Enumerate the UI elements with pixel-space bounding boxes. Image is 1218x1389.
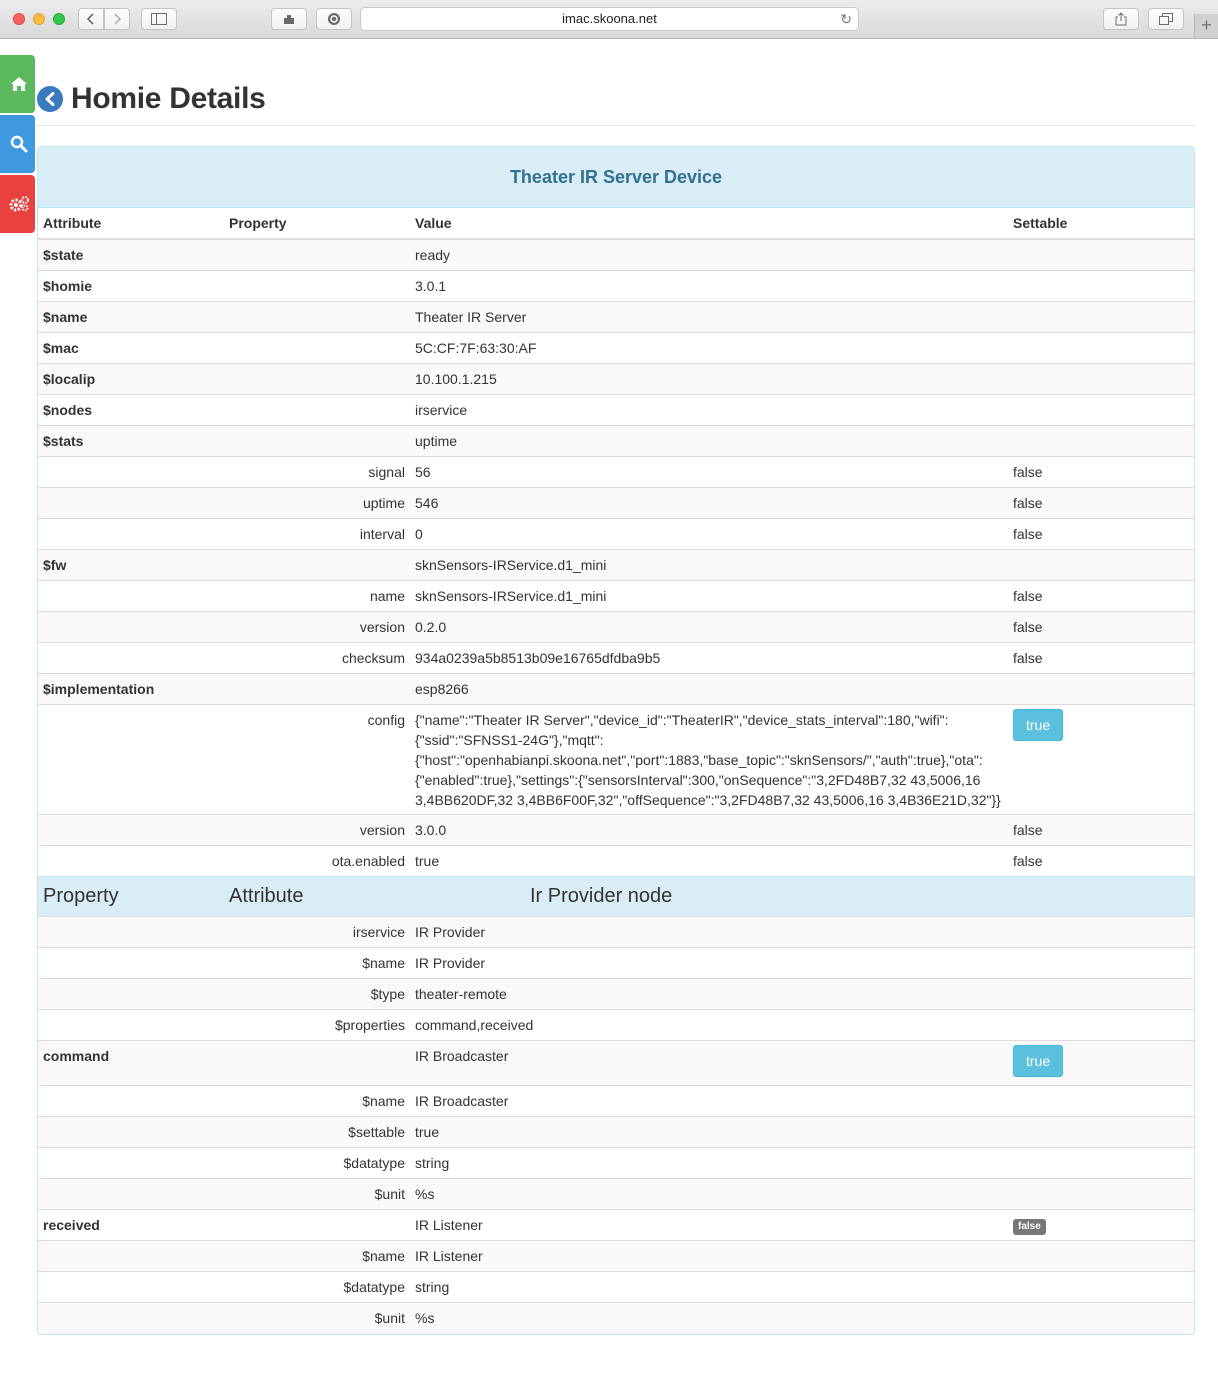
table-row xyxy=(38,916,1194,947)
property-cell xyxy=(224,239,410,270)
sidebar-toggle-button[interactable] xyxy=(141,8,177,30)
value-cell: 546 xyxy=(410,487,1008,518)
tabs-overview-button[interactable] xyxy=(1148,8,1184,30)
value-cell: string xyxy=(410,1147,1008,1178)
property-cell: ota.enabled xyxy=(224,845,410,876)
property-cell: uptime xyxy=(224,487,410,518)
title-divider xyxy=(37,125,1195,126)
section-label-property: Property xyxy=(38,876,224,916)
attribute-cell: received xyxy=(38,1209,224,1240)
table-row xyxy=(38,1240,1194,1271)
attribute-cell xyxy=(38,947,224,978)
settable-cell xyxy=(1008,1085,1194,1116)
back-circle-icon[interactable] xyxy=(37,86,63,112)
property-cell: $datatype xyxy=(224,1271,410,1302)
details-table xyxy=(38,208,1194,1333)
value-cell: IR Provider xyxy=(410,916,1008,947)
property-cell: $datatype xyxy=(224,1147,410,1178)
property-cell: config xyxy=(224,704,410,814)
browser-toolbar xyxy=(0,0,1218,39)
value-cell: irservice xyxy=(410,394,1008,425)
address-bar[interactable] xyxy=(360,7,859,31)
settable-cell xyxy=(1008,947,1194,978)
property-cell: version xyxy=(224,814,410,845)
property-cell xyxy=(224,1209,410,1240)
attribute-cell xyxy=(38,1178,224,1209)
table-row xyxy=(38,1271,1194,1302)
attribute-cell xyxy=(38,1302,224,1333)
property-cell: $unit xyxy=(224,1302,410,1333)
attribute-cell xyxy=(38,1085,224,1116)
value-cell: ready xyxy=(410,239,1008,270)
value-cell: 56 xyxy=(410,456,1008,487)
property-cell: $type xyxy=(224,978,410,1009)
attribute-cell xyxy=(38,580,224,611)
settable-cell: false xyxy=(1008,456,1194,487)
attribute-cell xyxy=(38,814,224,845)
table-row xyxy=(38,978,1194,1009)
value-cell: 3.0.1 xyxy=(410,270,1008,301)
property-cell: $name xyxy=(224,1240,410,1271)
table-row xyxy=(38,642,1194,673)
property-cell xyxy=(224,425,410,456)
attribute-cell xyxy=(38,845,224,876)
column-header: Value xyxy=(410,208,1008,239)
settable-cell xyxy=(1008,1040,1194,1085)
value-cell: IR Provider xyxy=(410,947,1008,978)
settable-cell xyxy=(1008,270,1194,301)
settable-cell xyxy=(1008,1209,1194,1240)
table-row xyxy=(38,1302,1194,1333)
property-cell: checksum xyxy=(224,642,410,673)
attribute-cell: $mac xyxy=(38,332,224,363)
settable-cell: false xyxy=(1008,518,1194,549)
tabs-icon xyxy=(1159,13,1173,25)
table-row xyxy=(38,394,1194,425)
search-icon xyxy=(10,135,28,153)
settable-cell xyxy=(1008,239,1194,270)
minimize-window-button[interactable] xyxy=(33,13,45,25)
attribute-cell: $stats xyxy=(38,425,224,456)
settable-cell xyxy=(1008,332,1194,363)
table-row xyxy=(38,487,1194,518)
table-row xyxy=(38,814,1194,845)
table-row xyxy=(38,1178,1194,1209)
settable-cell xyxy=(1008,301,1194,332)
property-cell xyxy=(224,363,410,394)
value-cell: sknSensors-IRService.d1_mini xyxy=(410,549,1008,580)
table-row xyxy=(38,549,1194,580)
settable-cell xyxy=(1008,704,1194,814)
settable-true-button[interactable]: true xyxy=(1013,1045,1063,1077)
value-cell: 0 xyxy=(410,518,1008,549)
attribute-cell: $fw xyxy=(38,549,224,580)
section-label-attribute: Attribute xyxy=(224,876,410,916)
share-button[interactable] xyxy=(1103,8,1139,30)
attribute-cell: $name xyxy=(38,301,224,332)
value-cell: true xyxy=(410,845,1008,876)
attribute-cell xyxy=(38,518,224,549)
extension-icon xyxy=(282,12,296,26)
section-title: Ir Provider node xyxy=(410,876,1194,916)
settable-cell xyxy=(1008,916,1194,947)
property-cell: interval xyxy=(224,518,410,549)
value-cell: 934a0239a5b8513b09e16765dfdba9b5 xyxy=(410,642,1008,673)
settable-cell xyxy=(1008,1271,1194,1302)
reload-icon[interactable]: ↻ xyxy=(840,11,852,27)
attribute-cell xyxy=(38,704,224,814)
page-header xyxy=(37,82,266,116)
settable-cell xyxy=(1008,978,1194,1009)
table-row xyxy=(38,1040,1194,1085)
attribute-cell: command xyxy=(38,1040,224,1085)
table-row xyxy=(38,1009,1194,1040)
home-tab[interactable] xyxy=(0,55,35,113)
table-row xyxy=(38,673,1194,704)
table-row xyxy=(38,270,1194,301)
settable-cell xyxy=(1008,425,1194,456)
value-cell: Theater IR Server xyxy=(410,301,1008,332)
extension-button-2[interactable] xyxy=(316,8,352,30)
value-cell: 3.0.0 xyxy=(410,814,1008,845)
share-icon xyxy=(1115,12,1127,26)
value-cell: sknSensors-IRService.d1_mini xyxy=(410,580,1008,611)
device-panel xyxy=(37,146,1195,1335)
settings-tab[interactable] xyxy=(0,175,35,233)
attribute-cell: $state xyxy=(38,239,224,270)
property-cell: $unit xyxy=(224,1178,410,1209)
property-cell: $name xyxy=(224,1085,410,1116)
settable-cell xyxy=(1008,1178,1194,1209)
table-row xyxy=(38,1209,1194,1240)
value-cell: esp8266 xyxy=(410,673,1008,704)
attribute-cell xyxy=(38,1147,224,1178)
table-row xyxy=(38,456,1194,487)
property-cell xyxy=(224,549,410,580)
attribute-cell xyxy=(38,456,224,487)
property-cell xyxy=(224,270,410,301)
page-title: Homie Details xyxy=(71,82,266,115)
attribute-cell xyxy=(38,1009,224,1040)
value-cell: true xyxy=(410,1116,1008,1147)
refresh-circle-icon xyxy=(327,12,341,26)
settable-cell xyxy=(1008,549,1194,580)
zoom-window-button[interactable] xyxy=(53,13,65,25)
home-icon xyxy=(10,76,28,92)
column-header: Attribute xyxy=(38,208,224,239)
gears-icon xyxy=(8,195,30,213)
url-text: imac.skoona.net xyxy=(562,11,657,26)
table-row xyxy=(38,363,1194,394)
settable-cell: false xyxy=(1008,580,1194,611)
value-cell: command,received xyxy=(410,1009,1008,1040)
table-row xyxy=(38,425,1194,456)
table-row xyxy=(38,704,1194,814)
value-cell: 5C:CF:7F:63:30:AF xyxy=(410,332,1008,363)
search-tab[interactable] xyxy=(0,115,35,173)
attribute-cell xyxy=(38,1240,224,1271)
attribute-cell: $localip xyxy=(38,363,224,394)
value-cell: theater-remote xyxy=(410,978,1008,1009)
settable-cell: false xyxy=(1008,845,1194,876)
table-row xyxy=(38,301,1194,332)
attribute-cell xyxy=(38,487,224,518)
value-cell: %s xyxy=(410,1302,1008,1333)
attribute-cell xyxy=(38,1271,224,1302)
attribute-cell xyxy=(38,916,224,947)
value-cell: {"name":"Theater IR Server","device_id":"TheaterIR","device_stats_interval":180,"wifi":{"ssid":"SFNSS1-24G"},"mqtt":{"host":"openhabianpi.skoona.net","port":1883,"base_topic":"sknSensors/","auth":true},"ota":{"enabled":true},"settings":{"sensorsInterval":300,"onSequence":"3,2FD48B7,32 43,5006,16 3,4BB620DF,32 3,4BB6F00F,32","offSequence":"3,2FD48B7,32 43,5006,16 3,4B36E21D,32"}} xyxy=(410,704,1008,814)
attribute-cell xyxy=(38,978,224,1009)
property-cell xyxy=(224,301,410,332)
node-section-header xyxy=(38,876,1194,916)
settable-cell xyxy=(1008,1147,1194,1178)
table-header-row xyxy=(38,208,1194,239)
value-cell: IR Broadcaster xyxy=(410,1040,1008,1085)
column-header: Settable xyxy=(1008,208,1194,239)
attribute-cell: $homie xyxy=(38,270,224,301)
settable-cell xyxy=(1008,1009,1194,1040)
forward-button[interactable] xyxy=(104,8,130,30)
property-cell: irservice xyxy=(224,916,410,947)
table-row xyxy=(38,518,1194,549)
settable-cell xyxy=(1008,394,1194,425)
value-cell: 0.2.0 xyxy=(410,611,1008,642)
close-window-button[interactable] xyxy=(13,13,25,25)
attribute-cell xyxy=(38,642,224,673)
settable-cell: false xyxy=(1008,642,1194,673)
attribute-cell: $nodes xyxy=(38,394,224,425)
property-cell xyxy=(224,332,410,363)
value-cell: IR Listener xyxy=(410,1209,1008,1240)
property-cell: name xyxy=(224,580,410,611)
back-button[interactable] xyxy=(78,8,104,30)
sidebar-icon xyxy=(151,13,167,25)
property-cell: $settable xyxy=(224,1116,410,1147)
value-cell: 10.100.1.215 xyxy=(410,363,1008,394)
table-row xyxy=(38,1147,1194,1178)
table-row xyxy=(38,580,1194,611)
settable-cell: false xyxy=(1008,487,1194,518)
value-cell: IR Broadcaster xyxy=(410,1085,1008,1116)
table-row xyxy=(38,332,1194,363)
settable-false-badge: false xyxy=(1013,1219,1046,1235)
attribute-cell: $implementation xyxy=(38,673,224,704)
panel-heading: Theater IR Server Device xyxy=(38,147,1194,208)
table-row xyxy=(38,845,1194,876)
table-row xyxy=(38,611,1194,642)
property-cell: signal xyxy=(224,456,410,487)
settable-cell: false xyxy=(1008,814,1194,845)
value-cell: uptime xyxy=(410,425,1008,456)
property-cell xyxy=(224,1040,410,1085)
settable-true-button[interactable]: true xyxy=(1013,709,1063,741)
table-row xyxy=(38,1085,1194,1116)
extension-button[interactable] xyxy=(271,8,307,30)
value-cell: %s xyxy=(410,1178,1008,1209)
settable-cell xyxy=(1008,363,1194,394)
settable-cell: false xyxy=(1008,611,1194,642)
chevron-left-icon xyxy=(87,13,95,25)
property-cell: version xyxy=(224,611,410,642)
attribute-cell xyxy=(38,611,224,642)
table-row xyxy=(38,1116,1194,1147)
table-row xyxy=(38,947,1194,978)
settable-cell xyxy=(1008,1302,1194,1333)
table-row xyxy=(38,239,1194,270)
property-cell: $name xyxy=(224,947,410,978)
settable-cell xyxy=(1008,1116,1194,1147)
column-header: Property xyxy=(224,208,410,239)
settable-cell xyxy=(1008,1240,1194,1271)
value-cell: string xyxy=(410,1271,1008,1302)
settable-cell xyxy=(1008,673,1194,704)
new-tab-button[interactable]: + xyxy=(1194,14,1218,38)
chevron-right-icon xyxy=(113,13,121,25)
property-cell xyxy=(224,394,410,425)
property-cell: $properties xyxy=(224,1009,410,1040)
property-cell xyxy=(224,673,410,704)
attribute-cell xyxy=(38,1116,224,1147)
value-cell: IR Listener xyxy=(410,1240,1008,1271)
